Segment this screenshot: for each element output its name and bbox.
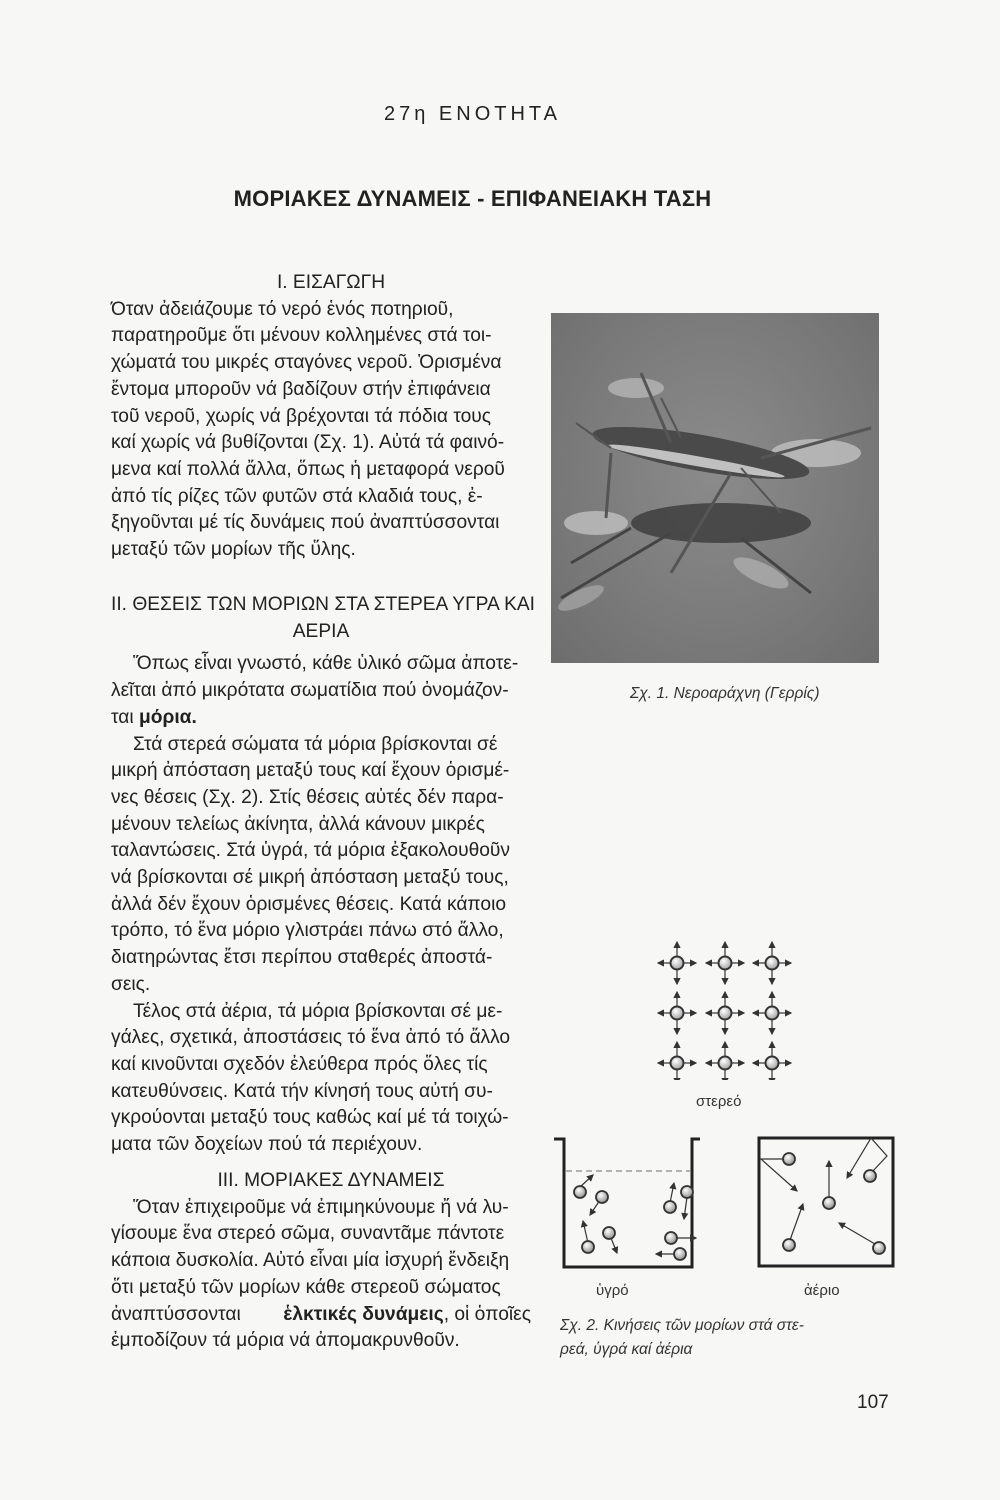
text-line: σεις. (111, 973, 151, 995)
text-line: Στά στερεά σώματα τά μόρια βρίσκονται σέ (133, 733, 498, 755)
text-line: ξηγοῦνται μέ τίς δυνάμεις πού ἀναπτύσσονται (111, 512, 500, 534)
text-line: γκρούονται μεταξύ τους καθώς καί μέ τά τοιχώ- (111, 1107, 509, 1129)
text-line: Τέλος στά ἀέρια, τά μόρια βρίσκονται σέ με- (133, 1000, 503, 1022)
text-line: μένουν τελείως ἀκίνητα, ἀλλά κάνουν μικρές (111, 813, 485, 835)
text-line: χώματά του μικρές σταγόνες νεροῦ. Ὁρισμένα (111, 352, 502, 374)
text-line: Ὅπως εἶναι γνωστό, κάθε ὑλικό σῶμα ἀποτε- (133, 653, 519, 675)
section-introduction (111, 270, 531, 564)
text-line: νά βρίσκονται σέ μικρή ἀπόσταση μεταξύ τους, (111, 867, 509, 889)
text-line: τοῦ νεροῦ, χωρίς νά βρέχονται τά πόδια τους (111, 405, 492, 427)
text-line: Ὅταν ἐπιχειροῦμε νά ἐπιμηκύνουμε ἤ νά λυ- (133, 1196, 509, 1218)
text-line: Όταν ἀδειάζουμε τό νερό ἑνός ποτηριοῦ, (111, 298, 454, 320)
term-attractive-forces: ἑλκτικές δυνάμεις (283, 1303, 444, 1325)
figure-2-caption-line: Σχ. 2. Κινήσεις τῶν μορίων στά στε- (560, 1317, 804, 1334)
figure-1-caption: Σχ. 1. Νεροαράχνη (Γερρίς) (630, 685, 820, 702)
text-line: γίσουμε ἕνα στερεό σῶμα, συναντᾶμε πάντοτε (111, 1223, 505, 1245)
text-line: μεταξύ τῶν μορίων τῆς ὕλης. (111, 539, 356, 561)
text-line: ἀναπτύσσονται ἑλκτικές δυνάμεις, οἱ ὁποῖες (111, 1303, 531, 1325)
section-heading: ΙΙΙ. ΜΟΡΙΑΚΕΣ ΔΥΝΑΜΕΙΣ (217, 1170, 445, 1191)
water-strider-photo (551, 313, 879, 663)
text-line: νες θέσεις (Σχ. 2). Στίς θέσεις αὐτές δέν παρα- (111, 786, 504, 808)
chapter-title: ΜΟΡΙΑΚΕΣ ΔΥΝΑΜΕΙΣ - ΕΠΙΦΑΝΕΙΑΚΗ ΤΑΣΗ (233, 186, 712, 211)
gas-container-diagram (757, 1136, 897, 1268)
text-line: καί κινοῦνται σχεδόν ἐλεύθερα πρός ὅλες τίς (111, 1053, 488, 1075)
section-heading: ΙΙ. ΘΕΣΕΙΣ ΤΩΝ ΜΟΡΙΩΝ ΣΤΑ ΣΤΕΡΕΑ ΥΓΡΑ ΚΑΙ (111, 594, 536, 615)
gas-label: ἀέριο (804, 1282, 840, 1299)
text-line: ἀλλά δέν ἔχουν ὁρισμένες θέσεις. Κατά κάποιο (111, 893, 507, 915)
solid-lattice-diagram (640, 930, 810, 1080)
liquid-label: ὑγρό (596, 1282, 629, 1299)
text-line: μικρή ἀπόσταση μεταξύ τους καί ἔχουν ὁρισμέ- (111, 760, 510, 782)
text-line: κάποια δυσκολία. Αὐτό εἶναι μία ἰσχυρή ἔνδειξη (111, 1250, 510, 1272)
text-line: γάλες, σχετικά, ἀποστάσεις τό ἕνα ἀπό τό ἄλλο (111, 1027, 511, 1049)
figure-2-caption-line: ρεά, ὑγρά καί ἀέρια (560, 1341, 693, 1358)
section-heading-cont: ΑΕΡΙΑ (292, 620, 350, 642)
term-molecules: μόρια. (139, 706, 197, 728)
liquid-container-diagram (550, 1135, 700, 1270)
text-line: τρόπο, τό ἕνα μόριο γλιστράει πάνω στό ἄλλο, (111, 920, 504, 942)
section-molecular-forces (111, 1168, 531, 1355)
text-line: ἐμποδίζουν τά μόρια νά ἀπομακρυνθοῦν. (111, 1330, 460, 1352)
text-line: διατηρώντας ἔτσι περίπου σταθερές ἀποστά- (111, 947, 493, 969)
section-heading: Ι. ΕΙΣΑΓΩΓΗ (276, 272, 386, 293)
text-line: καί χωρίς νά βυθίζονται (Σχ. 1). Αὐτά τά φαινό- (111, 432, 505, 454)
text-line: κατευθύνσεις. Κατά τήν κίνησή τους αὐτή συ- (111, 1080, 493, 1102)
text-line: μενα καί πολλά ἄλλα, ὅπως ἡ μεταφορά νεροῦ (111, 458, 505, 480)
chapter-label: 27η ΕΝΟΤΗΤΑ (384, 103, 561, 125)
section-molecule-positions (111, 592, 536, 1159)
text-line: ἔντομα μποροῦν νά βαδίζουν στήν ἐπιφάνεια (111, 378, 491, 400)
text-line: ὅτι μεταξύ τῶν μορίων κάθε στερεοῦ σώματος (111, 1276, 501, 1298)
text-line: ταλαντώσεις. Στά ὑγρά, τά μόρια ἐξακολουθοῦν (111, 840, 511, 862)
text-line: ματα τῶν δοχείων πού τά περιέχουν. (111, 1134, 423, 1156)
text-line: λεῖται ἀπό μικρότατα σωματίδια πού ὀνομάζον- (111, 680, 509, 702)
water-strider-icon (551, 313, 879, 663)
figure-2-caption (560, 1314, 804, 1362)
solid-label: στερεό (696, 1093, 742, 1110)
page-number: 107 (857, 1392, 889, 1413)
text-line: ἀπό τίς ρίζες τῶν φυτῶν στά κλαδιά τους, ἐ- (111, 485, 483, 507)
text-line: ται μόρια. (111, 705, 531, 732)
text-line: παρατηροῦμε ὅτι μένουν κολλημένες στά τοι- (111, 325, 492, 347)
